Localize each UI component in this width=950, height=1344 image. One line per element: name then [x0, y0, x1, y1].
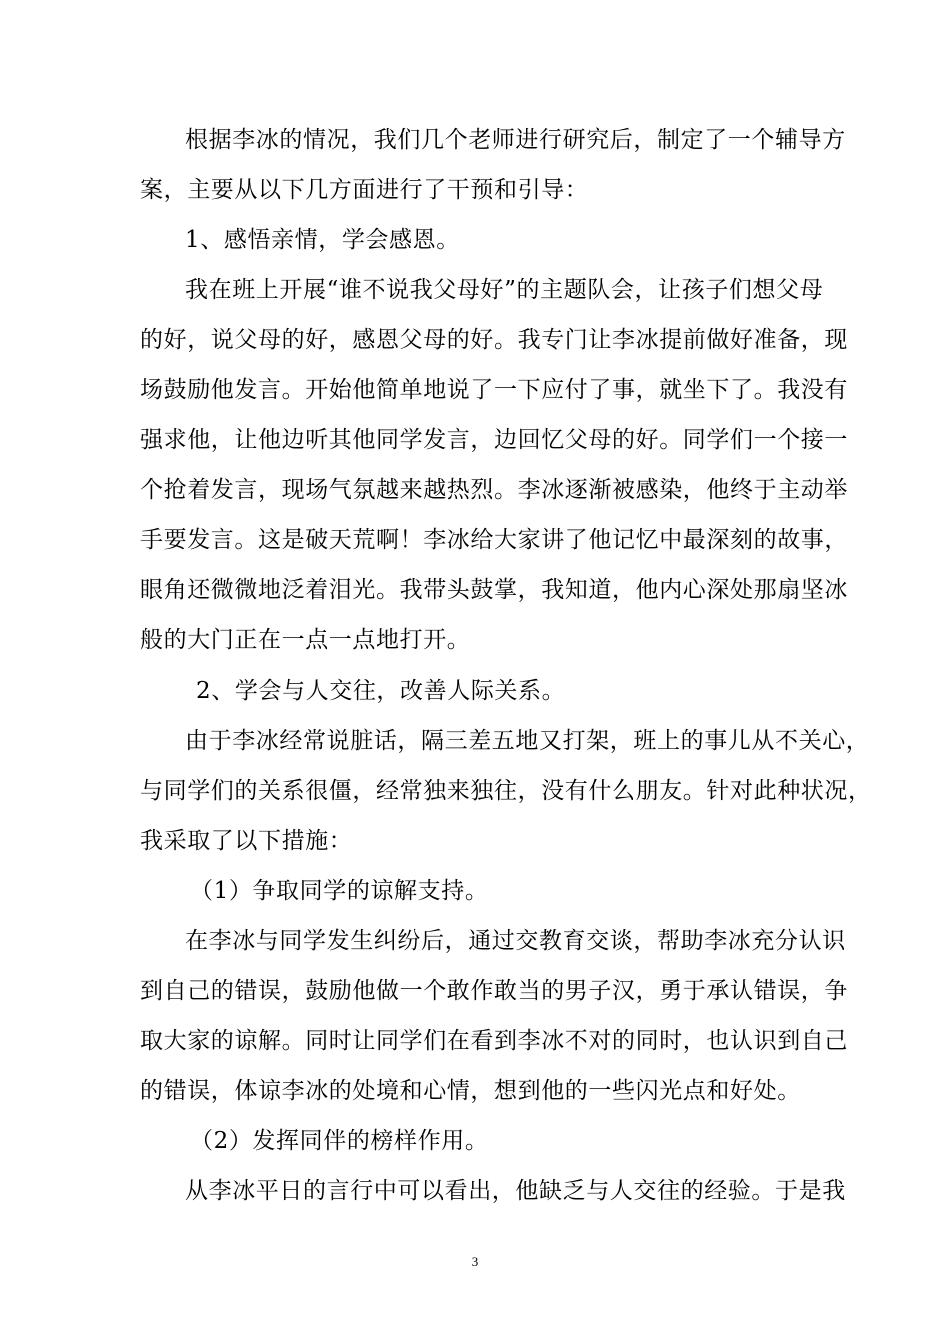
paragraph-line: 根据李冰的情况，我们几个老师进行研究后，制定了一个辅导方: [185, 127, 846, 153]
page-number: 3: [471, 1254, 479, 1269]
paragraph-line: 从李冰平日的言行中可以看出，他缺乏与人交往的经验。于是我: [185, 1178, 846, 1204]
section-heading: 1、感悟亲情，学会感恩。: [185, 227, 460, 253]
paragraph-line: 的错误，体谅李冰的处境和心情，想到他的一些闪光点和好处。: [140, 1078, 801, 1104]
paragraph-line: 到自己的错误，鼓励他做一个敢作敢当的男子汉，勇于承认错误，争: [140, 978, 848, 1004]
paragraph-line: 案，主要从以下几方面进行了干预和引导：: [140, 177, 589, 203]
paragraph-line: 个抢着发言，现场气氛越来越热烈。李冰逐渐被感染，他终于主动举: [140, 477, 848, 503]
paragraph-line: 强求他，让他边听其他同学发言，边回忆父母的好。同学们一个接一: [140, 427, 848, 453]
paragraph-line: 眼角还微微地泛着泪光。我带头鼓掌，我知道，他内心深处那扇坚冰: [140, 577, 848, 603]
paragraph-line: 我采取了以下措施：: [140, 828, 353, 854]
paragraph-line: 手要发言。这是破天荒啊！李冰给大家讲了他记忆中最深刻的故事，: [140, 527, 848, 553]
paragraph-line: 与同学们的关系很僵，经常独来独往，没有什么朋友。针对此种状况，: [140, 778, 872, 804]
paragraph-line: 由于李冰经常说脏话，隔三差五地又打架，班上的事儿从不关心，: [185, 728, 870, 754]
section-heading: 2、学会与人交往，改善人际关系。: [196, 678, 566, 704]
paragraph-line: 我在班上开展“谁不说我父母好”的主题队会，让孩子们想父母: [185, 277, 824, 303]
paragraph-line: 般的大门正在一点一点地打开。: [140, 627, 471, 653]
sub-heading: （1）争取同学的谅解支持。: [190, 878, 489, 904]
paragraph-line: 在李冰与同学发生纠纷后，通过交教育交谈，帮助李冰充分认识: [185, 928, 846, 954]
sub-heading: （2）发挥同伴的榜样作用。: [190, 1128, 489, 1154]
paragraph-line: 取大家的谅解。同时让同学们在看到李冰不对的同时，也认识到自己: [140, 1028, 848, 1054]
paragraph-line: 场鼓励他发言。开始他简单地说了一下应付了事，就坐下了。我没有: [140, 377, 848, 403]
paragraph-line: 的好，说父母的好，感恩父母的好。我专门让李冰提前做好准备，现: [140, 327, 848, 353]
